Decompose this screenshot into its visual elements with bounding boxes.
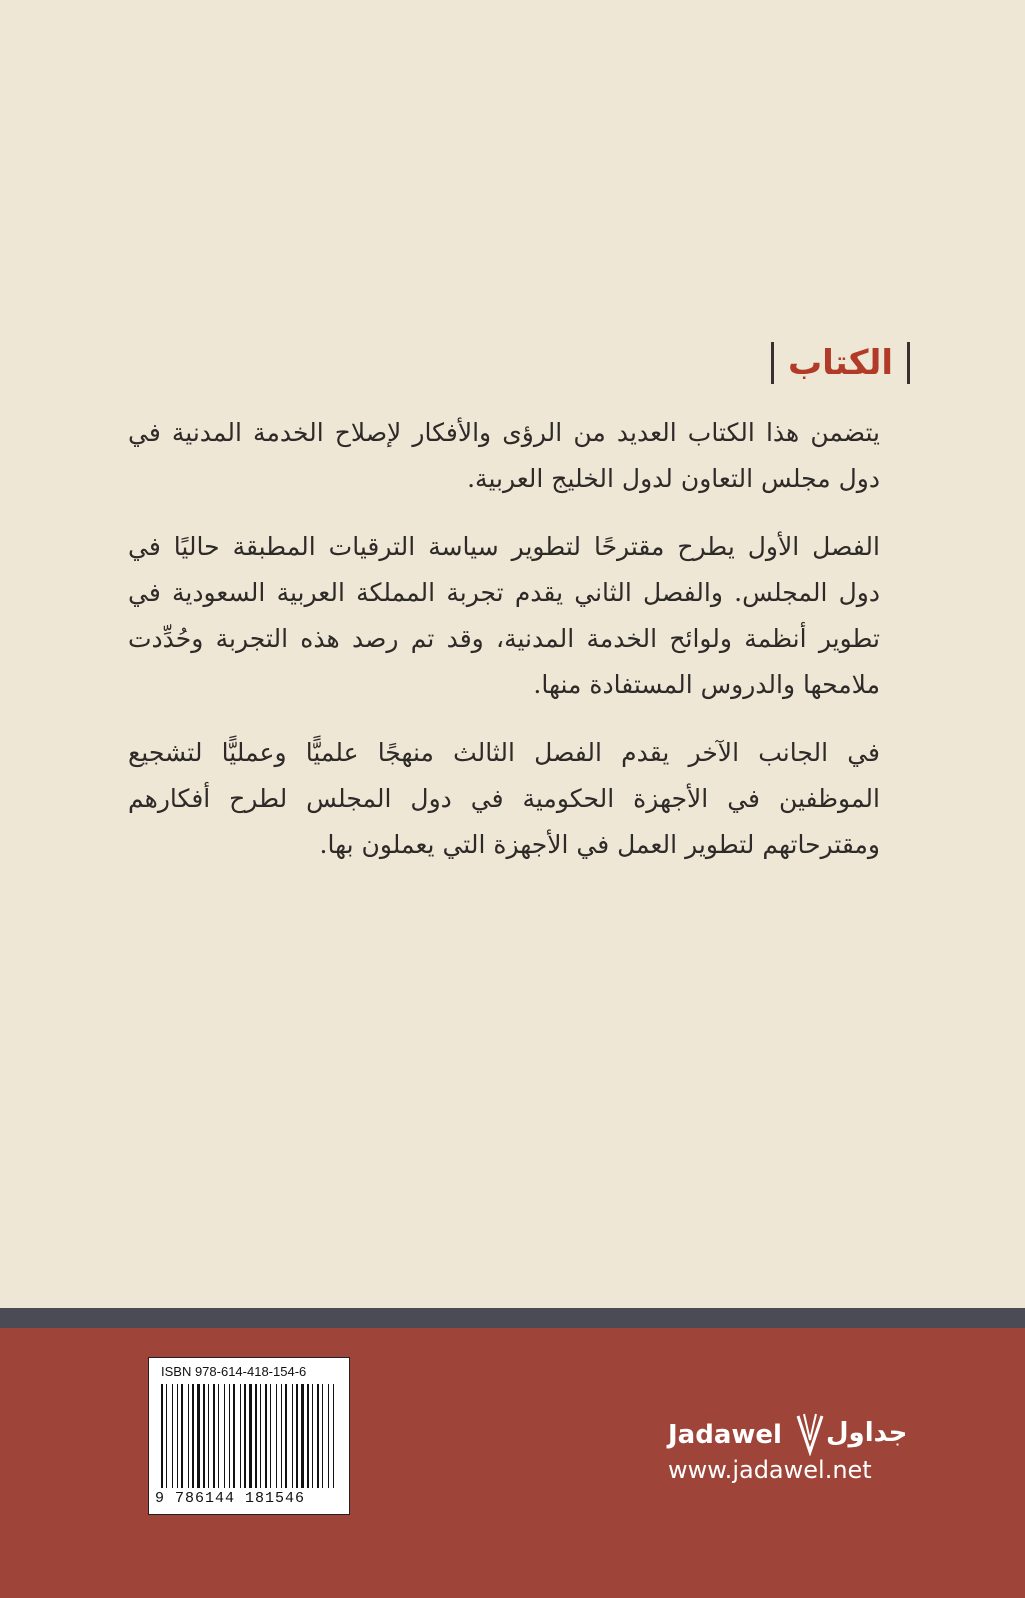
description-text <box>128 410 880 890</box>
publisher-name-latin: Jadawel <box>668 1420 782 1450</box>
paragraph-2: الفصل الأول يطرح مقترحًا لتطوير سياسة الترقيات المطبقة حاليًا في دول المجلس. والفصل الثاني يقدم تجربة المملكة العربية السعودية في تطوير أنظمة ولوائح الخدمة المدنية، وقد تم رصد هذه التجربة وحُدِّدت ملامحها والدروس المستفادة منها. <box>128 532 880 699</box>
heading-bar-right <box>907 342 910 384</box>
stylized-v-logo-icon <box>796 1412 824 1456</box>
divider-stripe <box>0 1308 1025 1328</box>
publisher-name-arabic: جداول <box>826 1418 908 1448</box>
publisher-url[interactable]: www.jadawel.net <box>668 1456 872 1484</box>
paragraph-3: في الجانب الآخر يقدم الفصل الثالث منهجًا علميًّا وعمليًّا لتشجيع الموظفين في الأجهزة الحكومية في دول المجلس لطرح أفكارهم ومقترحاتهم لتطوير العمل في الأجهزة التي يعملون بها. <box>128 738 880 859</box>
heading-title: الكتاب <box>787 343 893 383</box>
barcode-digits: 9 786144 181546 <box>155 1490 306 1507</box>
heading-bar-left <box>771 342 774 384</box>
barcode-icon <box>161 1384 337 1488</box>
barcode <box>148 1357 350 1515</box>
section-heading <box>771 342 910 384</box>
isbn-text: ISBN 978-614-418-154-6 <box>161 1364 307 1379</box>
paragraph-1: يتضمن هذا الكتاب العديد من الرؤى والأفكار لإصلاح الخدمة المدنية في دول مجلس التعاون لدول الخليج العربية. <box>128 418 880 493</box>
